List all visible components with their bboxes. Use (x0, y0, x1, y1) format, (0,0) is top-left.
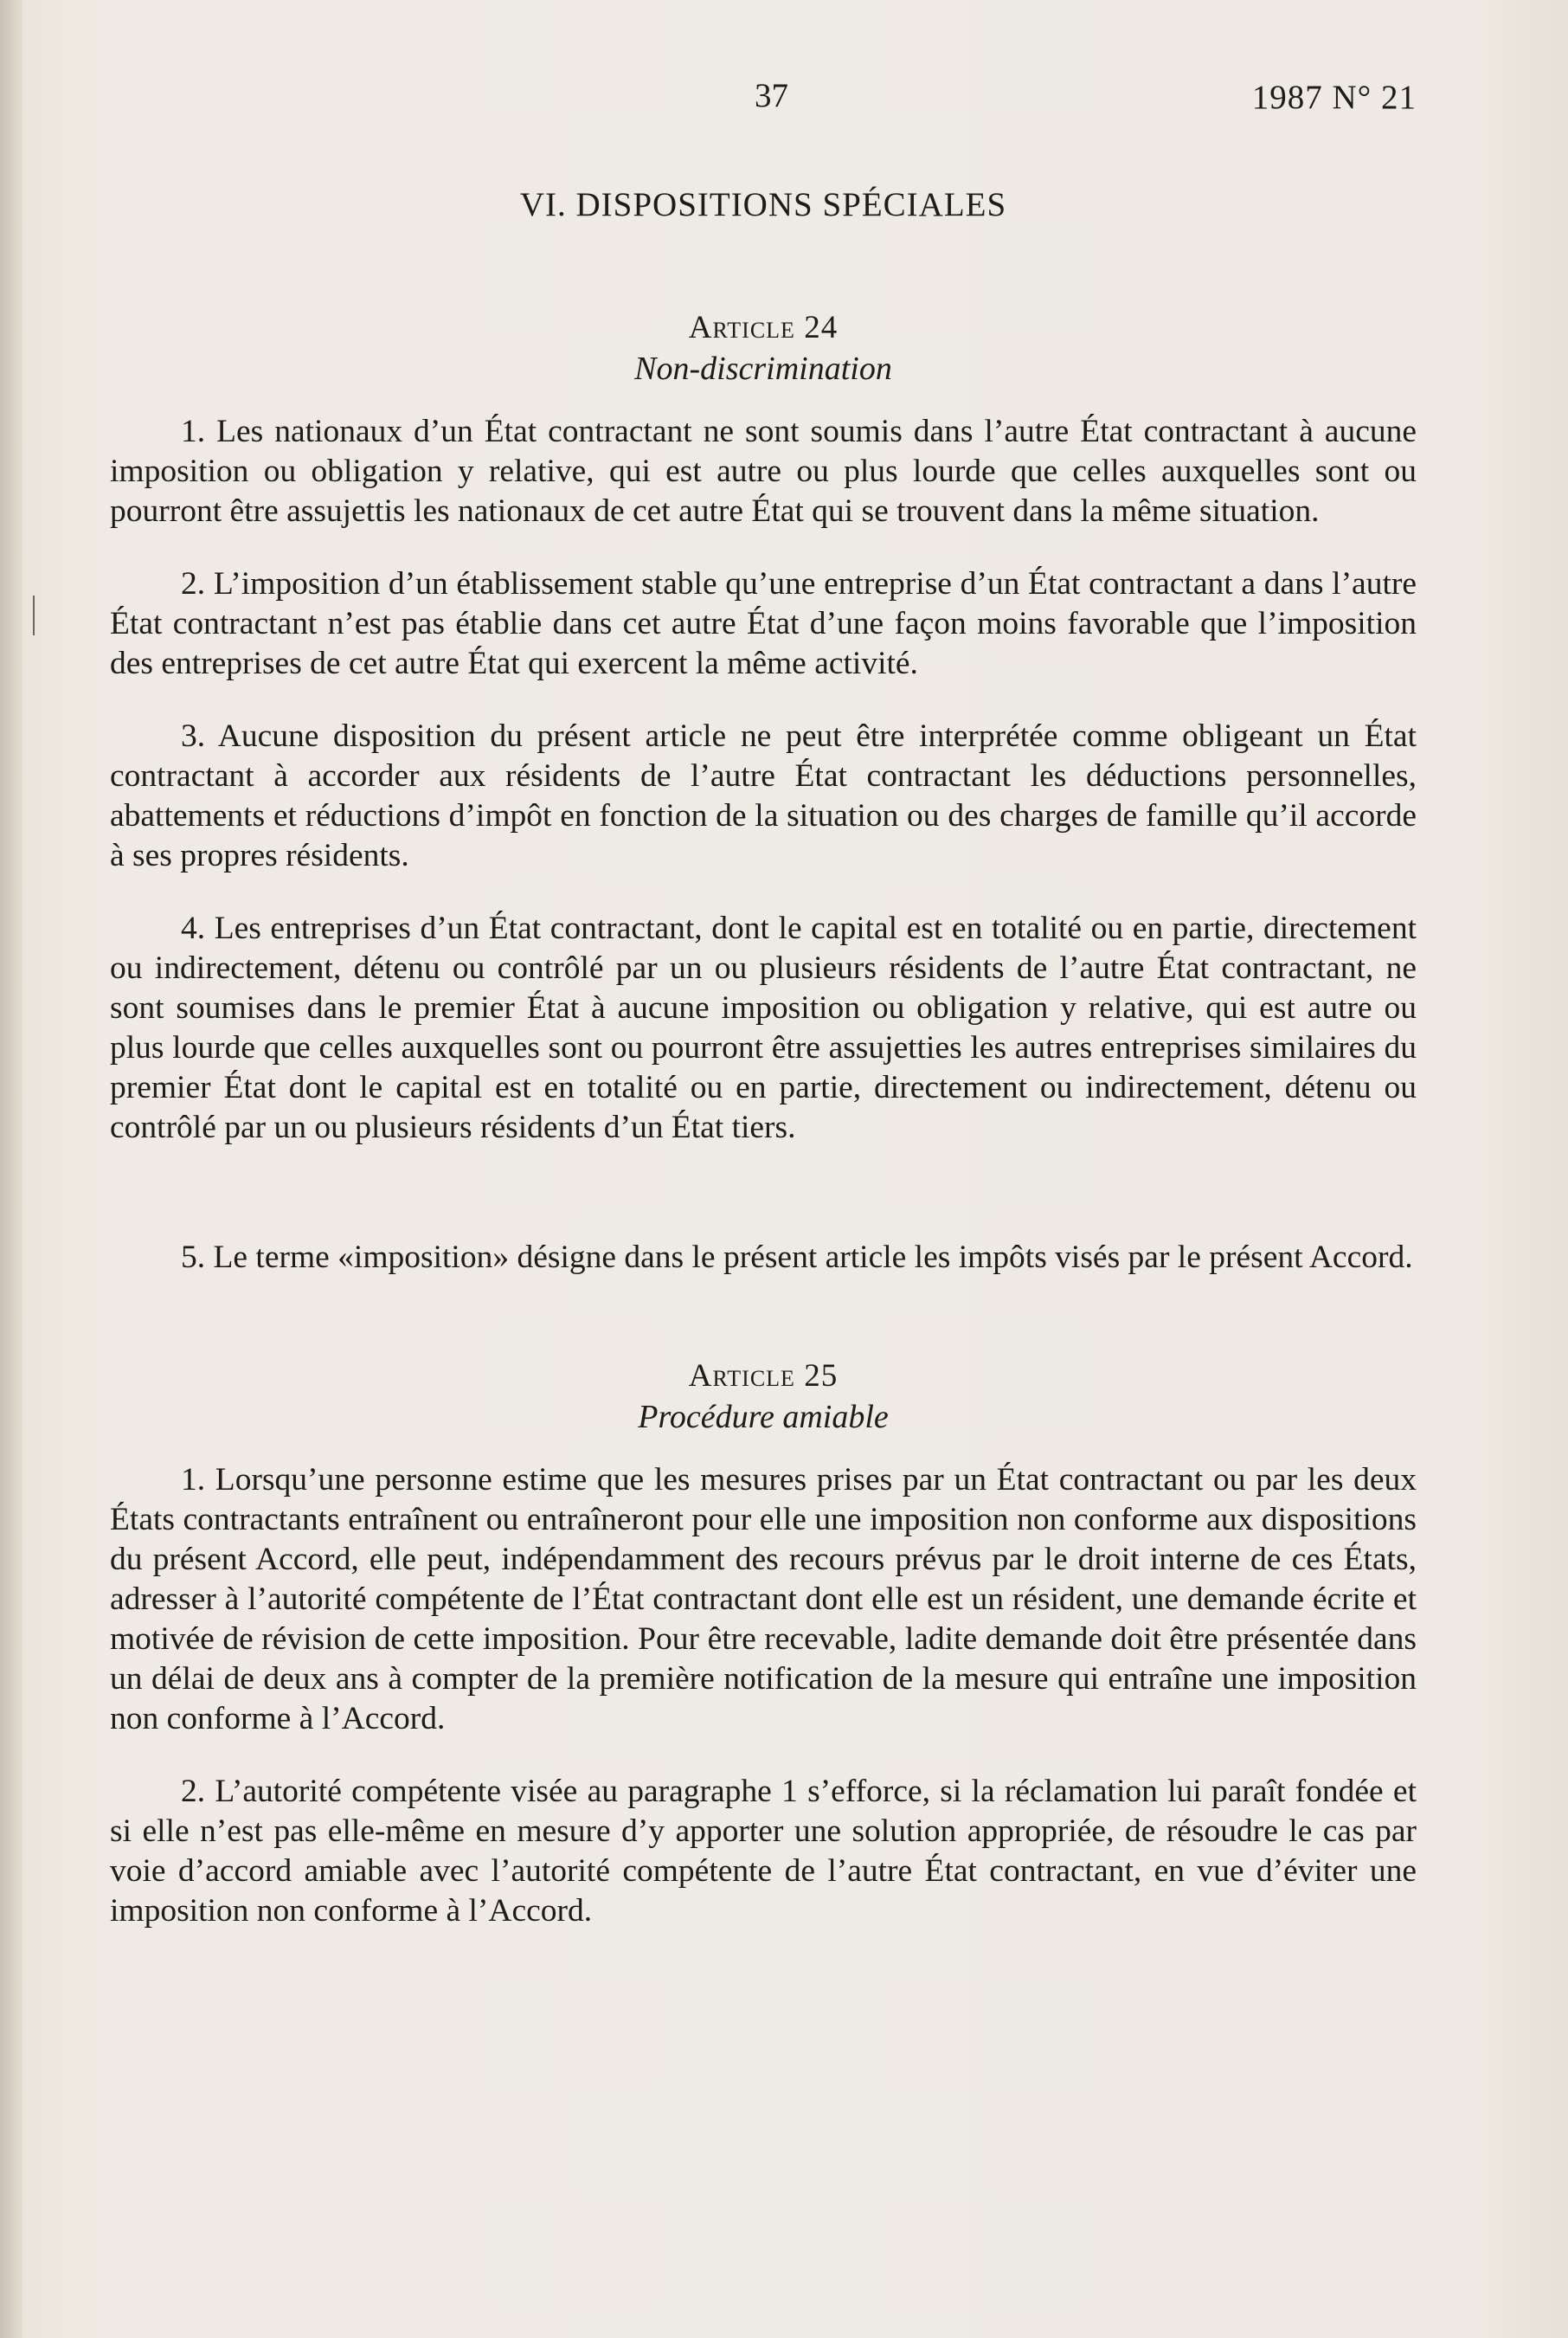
paragraph: 5. Le terme «imposition» désigne dans le présent article les impôts visés par le présent Accord. (181, 1240, 1413, 1275)
paragraph: 1. Les nationaux d’un État contractant ne sont soumis dans l’autre État contractant à aucune imposition ou obligation y relative, qui est autre ou plus lourde que celles auxquelles sont ou pourront être assujettis les nationaux de cet autre État qui se trouvent dans la même situation. (110, 414, 1417, 529)
binding-gutter (0, 0, 22, 2338)
page-number: 37 (755, 77, 788, 114)
article-subtitle: Procédure amiable (638, 1399, 889, 1435)
paragraph: 4. Les entreprises d’un État contractant, dont le capital est en totalité ou en partie, directement ou indirectement, détenu ou contrôlé par un ou plusieurs résidents de l’autre État contractant, ne sont soumises dans le premier État à aucune imposition ou obligation y relative, qui est autre ou plus lourde que celles auxquelles sont ou pourront être assujetties les autres entreprises similaires du premier État dont le capital est en totalité ou en partie, directement ou indirectement, détenu ou contrôlé par un ou plusieurs résidents d’un État tiers. (110, 911, 1417, 1145)
section-title: VI. DISPOSITIONS SPÉCIALES (519, 186, 1007, 223)
article-25 (110, 1357, 1417, 1931)
paragraph: 2. L’autorité compétente visée au paragraphe 1 s’efforce, si la réclamation lui paraît fondée et si elle n’est pas elle-même en mesure d’y apporter une solution appropriée, de résoudre le cas par voie d’accord amiable avec l’autorité compétente de l’autre État contractant, en vue d’éviter une imposition non conforme à l’Accord. (110, 1774, 1417, 1929)
margin-mark (33, 596, 35, 635)
article-subtitle: Non-discrimination (634, 351, 892, 387)
article-heading: Article 25 (688, 1358, 839, 1394)
paragraph: 3. Aucune disposition du présent article ne peut être interprétée comme obligeant un État contractant à accorder aux résidents de l’autre État contractant les déductions personnelles, abattements et réductions d’impôt en fonction de la situation ou des charges de famille qu’il accorde à ses propres résidents. (110, 718, 1417, 873)
article-heading: Article 24 (688, 310, 839, 345)
running-head (110, 52, 1417, 121)
article-24 (110, 309, 1417, 1278)
paragraph: 1. Lorsqu’une personne estime que les mesures prises par un État contractant ou par les deux États contractants entraînent ou entraîneront pour elle une imposition non conforme aux dispositions du présent Accord, elle peut, indépendamment des recours prévus par le droit interne de ces États, adresser à l’autorité compétente de l’État contractant dont elle est un résident, une demande écrite et motivée de révision de cette imposition. Pour être recevable, ladite demande doit être présentée dans un délai de deux ans à compter de la première notification de la mesure qui entraîne une imposition non conforme à l’Accord. (110, 1462, 1417, 1736)
page-content (110, 52, 1417, 1964)
document-reference: 1987 N° 21 (1251, 79, 1417, 116)
paragraph: 2. L’imposition d’un établissement stable qu’une entreprise d’un État contractant a dans l’autre État contractant n’est pas établie dans cet autre État d’une façon moins favorable que l’imposition des entreprises de cet autre État qui exercent la même activité. (110, 566, 1417, 681)
